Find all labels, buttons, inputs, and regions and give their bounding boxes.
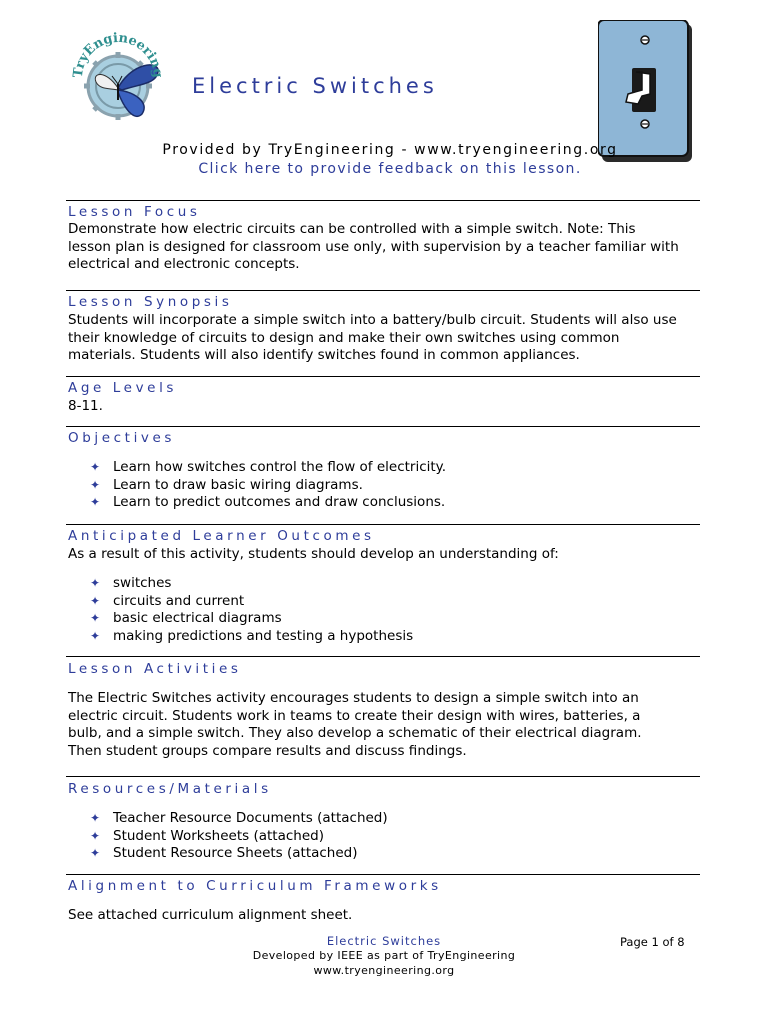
tryengineering-logo <box>62 22 174 134</box>
list-item: ✦ switches <box>90 575 172 591</box>
footer-developed-by: Developed by IEEE as part of TryEngineering <box>252 949 516 962</box>
page-number: Page 1 of 8 <box>620 935 685 949</box>
list-item: ✦ Learn how switches control the flow of electricity. <box>90 459 447 475</box>
list-item: ✦ Student Worksheets (attached) <box>90 827 324 844</box>
curriculum-alignment-text: See attached curriculum alignment sheet. <box>68 907 353 923</box>
outcomes-list <box>90 575 413 645</box>
section-divider <box>66 290 700 291</box>
page-title: Electric Switches <box>192 74 438 98</box>
bullet-icon: ✦ <box>90 593 101 608</box>
list-item: ✦ Learn to predict outcomes and draw conclusions. <box>90 494 446 510</box>
provided-by-text: Provided by TryEngineering - www.tryengineering.org <box>162 142 618 158</box>
heading-lesson-activities: Lesson Activities <box>68 661 242 677</box>
bullet-icon: ✦ <box>90 828 101 843</box>
list-item: ✦ Teacher Resource Documents (attached) <box>90 810 388 826</box>
list-item: ✦ basic electrical diagrams <box>90 610 282 626</box>
bullet-icon: ✦ <box>90 477 101 492</box>
logo-text: TryEngineering <box>70 30 166 79</box>
lesson-activities-text: The Electric Switches activity encourages students to design a simple switch into an electric circuit. Students work in teams to create their design with wires, batteries, a bulb, and a simple switch. They also develop a schematic of their electrical diagram. Then student groups compare results and discuss findings. <box>68 690 642 759</box>
list-item: ✦ making predictions and testing a hypothesis <box>90 627 414 644</box>
heading-lesson-synopsis: Lesson Synopsis <box>68 294 233 310</box>
section-divider <box>66 524 700 525</box>
section-divider <box>66 200 700 201</box>
list-item: ✦ circuits and current <box>90 592 245 609</box>
bullet-icon: ✦ <box>90 495 101 509</box>
bullet-icon: ✦ <box>90 460 101 474</box>
bullet-icon: ✦ <box>90 576 101 590</box>
heading-resources-materials: Resources/Materials <box>68 781 272 797</box>
heading-lesson-focus: Lesson Focus <box>68 204 201 220</box>
footer-url[interactable]: www.tryengineering.org <box>313 964 455 977</box>
objectives-list <box>90 459 446 512</box>
lesson-focus-text: Demonstrate how electric circuits can be controlled with a simple switch. Note: This lesson plan is designed for classroom use only, with supervision by a teacher familiar with electrical and electronic concepts. <box>68 221 679 272</box>
section-divider <box>66 376 700 377</box>
heading-learner-outcomes: Anticipated Learner Outcomes <box>68 528 375 544</box>
bullet-icon: ✦ <box>90 811 101 825</box>
heading-age-levels: Age Levels <box>68 380 178 396</box>
learner-outcomes-intro: As a result of this activity, students should develop an understanding of: <box>68 546 559 562</box>
bullet-icon: ✦ <box>90 846 101 860</box>
section-divider <box>66 656 700 657</box>
age-levels-text: 8-11. <box>68 398 103 414</box>
bullet-icon: ✦ <box>90 611 101 625</box>
resources-list <box>90 810 388 863</box>
bullet-icon: ✦ <box>90 628 101 643</box>
section-divider <box>66 874 700 875</box>
footer-title: Electric Switches <box>326 934 442 948</box>
list-item: ✦ Student Resource Sheets (attached) <box>90 845 358 861</box>
section-divider <box>66 776 700 777</box>
heading-objectives: Objectives <box>68 430 176 446</box>
heading-curriculum-alignment: Alignment to Curriculum Frameworks <box>68 878 442 894</box>
list-item: ✦ Learn to draw basic wiring diagrams. <box>90 476 363 493</box>
section-divider <box>66 426 700 427</box>
lesson-synopsis-text: Students will incorporate a simple switch into a battery/bulb circuit. Students will also use their knowledge of circuits to design and make their own switches using common materials. Students will also identify switches found in common appliances. <box>68 312 677 363</box>
feedback-link[interactable]: Click here to provide feedback on this lesson. <box>198 161 582 177</box>
